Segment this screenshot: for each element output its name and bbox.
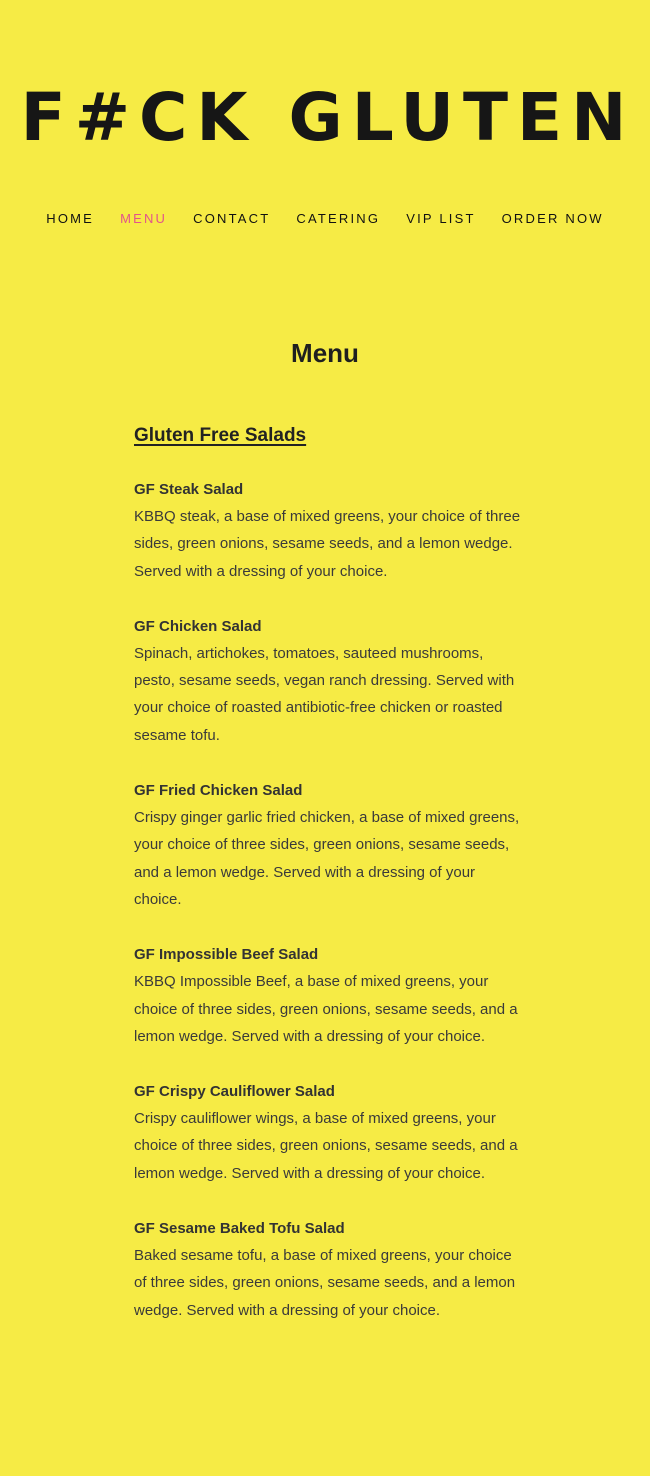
menu-content [134, 422, 524, 1352]
section-title: Gluten Free Salads [134, 425, 307, 446]
menu-item [134, 941, 524, 1050]
nav-item-menu[interactable]: MENU [120, 211, 168, 226]
nav-item-home[interactable]: HOME [46, 211, 95, 226]
menu-item-description: Crispy cauliflower wings, a base of mixed greens, your choice of three sides, green onions, sesame seeds, and a lemon wedge. Served with a dressing of your choice. [134, 1110, 518, 1182]
menu-item-name: GF Impossible Beef Salad [134, 946, 319, 964]
menu-item-description: Crispy ginger garlic fried chicken, a base of mixed greens, your choice of three sides, green onions, sesame seeds, and a lemon wedge. Served with a dressing of your choice. [134, 809, 520, 908]
menu-item-name: GF Sesame Baked Tofu Salad [134, 1220, 345, 1238]
menu-item-description: Baked sesame tofu, a base of mixed greens, your choice of three sides, green onions, sesame seeds, and a lemon wedge. Served with a dressing of your choice. [134, 1247, 516, 1319]
menu-item [134, 1078, 524, 1187]
menu-item [134, 476, 524, 585]
menu-item-name: GF Steak Salad [134, 481, 244, 498]
menu-item-description: KBBQ steak, a base of mixed greens, your choice of three sides, green onions, sesame seeds, and a lemon wedge. Served with a dressing of your choice. [134, 508, 521, 580]
nav-item-contact[interactable]: CONTACT [193, 211, 271, 226]
menu-item-name: GF Chicken Salad [134, 617, 262, 635]
menu-item [134, 1215, 524, 1324]
nav-item-order-now[interactable]: ORDER NOW [501, 211, 604, 226]
menu-item-description: KBBQ Impossible Beef, a base of mixed greens, your choice of three sides, green onions, sesame seeds, and a lemon wedge. Served with a dressing of your choice. [134, 973, 518, 1045]
menu-item [134, 777, 524, 913]
menu-item-description: Spinach, artichokes, tomatoes, sauteed mushrooms, pesto, sesame seeds, vegan ranch dressing. Served with your choice of roasted antibiotic-free chicken or roasted sesame tofu. [134, 644, 515, 744]
main-nav [0, 210, 650, 228]
menu-item [134, 613, 524, 749]
menu-item-name: GF Fried Chicken Salad [134, 782, 303, 800]
site-logo[interactable]: F#CK GLUTEN [20, 79, 636, 156]
menu-item-name: GF Crispy Cauliflower Salad [134, 1083, 335, 1101]
nav-item-catering[interactable]: CATERING [296, 211, 381, 226]
nav-item-vip-list[interactable]: VIP LIST [406, 211, 476, 226]
page-title: Menu [291, 338, 359, 369]
